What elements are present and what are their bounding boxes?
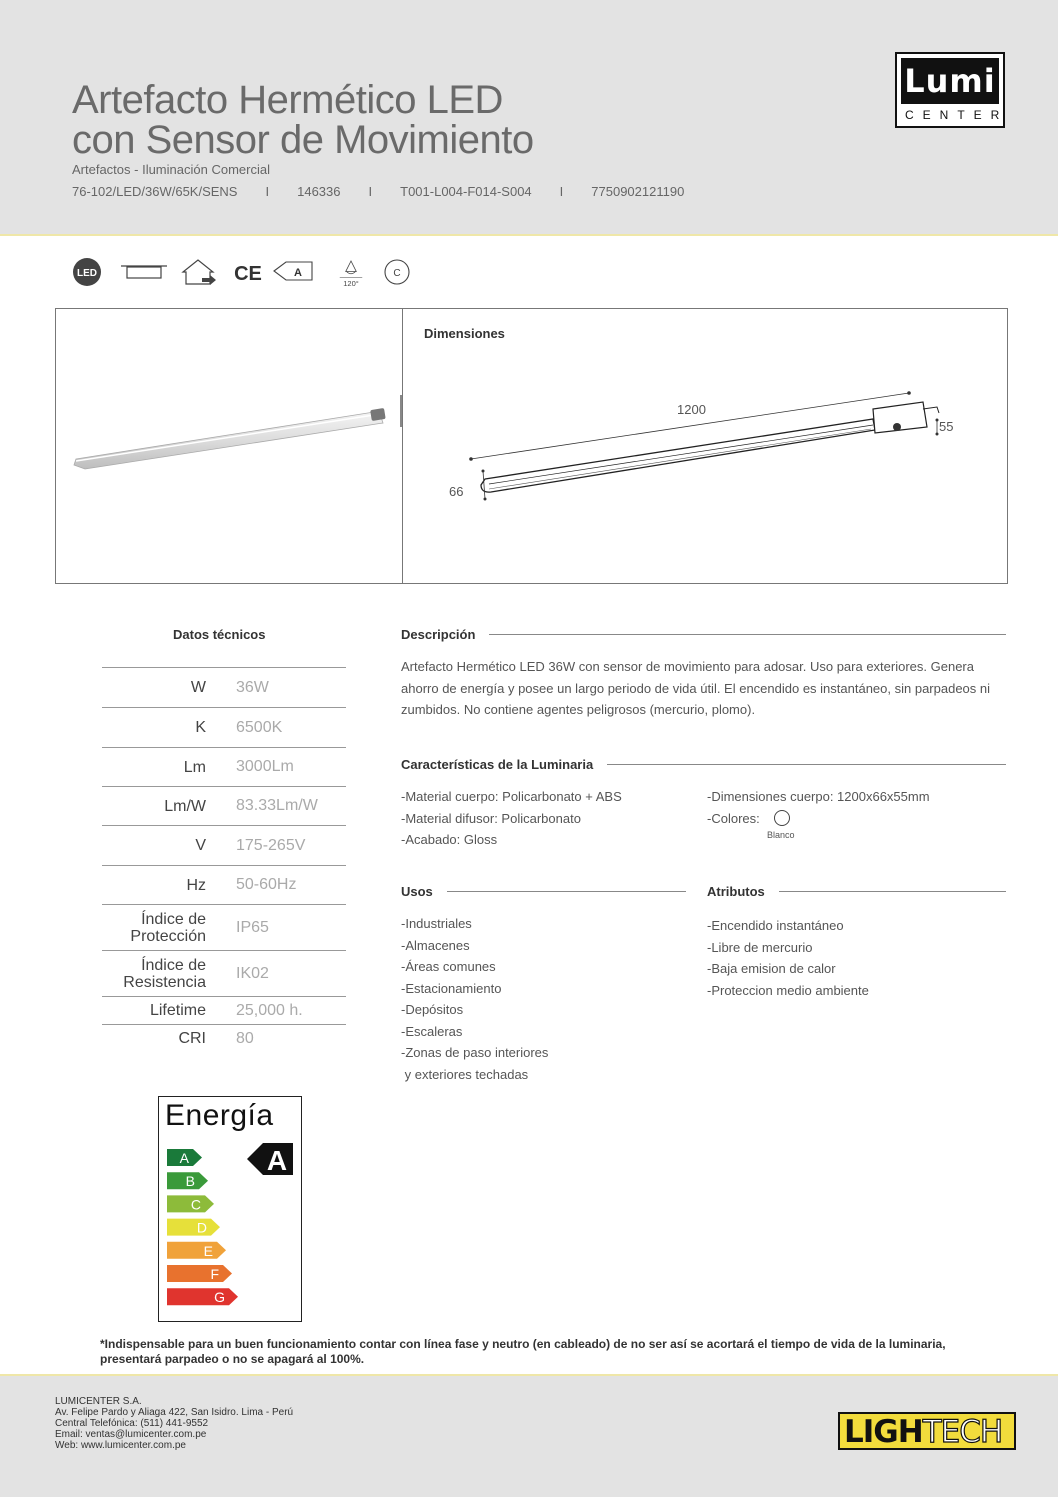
surface-mount-icon <box>119 258 169 288</box>
characteristics-right <box>707 786 930 829</box>
energy-class-letter: D <box>196 1219 207 1236</box>
title-line-1: Artefacto Hermético LED <box>72 78 503 122</box>
list-item: -Áreas comunes <box>401 959 496 974</box>
row-key <box>102 911 206 945</box>
row-key <box>102 957 206 991</box>
barcode-number: 7750902121190 <box>591 184 685 199</box>
list-item: -Estacionamiento <box>401 980 502 996</box>
lightech-wordmark <box>844 1415 1002 1449</box>
energy-class-letter: B <box>185 1173 195 1190</box>
row-key: Lm/W <box>164 797 206 815</box>
table-row <box>102 996 346 1024</box>
row-key: Hz <box>186 876 206 894</box>
row-value: IP65 <box>236 918 269 936</box>
list-item: y exteriores techadas <box>401 1066 529 1082</box>
description-heading <box>401 627 1006 642</box>
section-title: Características de la Luminaria <box>401 757 594 772</box>
energy-label <box>158 1096 302 1322</box>
logo-top-text: Lumi <box>901 58 999 104</box>
brand-part-2: TECH <box>922 1414 1003 1450</box>
indoor-outdoor-icon <box>180 258 220 288</box>
company-phone: Central Telefónica: (511) 441-9552 <box>55 1418 209 1429</box>
row-value: 83.33Lm/W <box>236 797 318 814</box>
list-item: -Material cuerpo: Policarbonato + ABS <box>401 789 622 804</box>
energy-class-letter: A <box>179 1150 189 1166</box>
description-text: Artefacto Hermético LED 36W con sensor de movimiento para adosar. Uso para exteriores. Genera ahorro de energía y posee un largo periodo de vida útil. El encendido es instantáneo, sin parpadeos ni zumbidos. No contiene agentes peligrosos (mercurio, plomo). <box>401 659 991 717</box>
row-key: K <box>195 719 206 736</box>
list-item: -Almacenes <box>401 937 470 953</box>
row-key-line: Protección <box>130 927 206 945</box>
energy-class-letter: E <box>203 1242 213 1259</box>
product-code: 76-102/LED/36W/65K/SENS <box>72 184 238 199</box>
header <box>0 0 1058 236</box>
product-image-box <box>55 308 1008 584</box>
section-rule <box>607 764 1006 765</box>
company-street: Av. Felipe Pardo y Aliaga 422, San Isidro. Lima - Perú <box>55 1407 294 1418</box>
feature-icons <box>72 258 472 298</box>
company-web: Web: www.lumicenter.com.pe <box>55 1440 186 1451</box>
list-item: -Material difusor: Policarbonato <box>401 810 581 826</box>
class-c-icon <box>384 258 412 288</box>
table-row <box>102 707 346 747</box>
energy-class-letter: F <box>210 1266 219 1282</box>
tech-data-table <box>102 667 346 1052</box>
row-value: 36W <box>236 678 269 696</box>
list-item: -Colores: <box>707 810 760 826</box>
beam-angle-label: 120° <box>343 278 359 288</box>
row-key: Lifetime <box>149 1002 206 1019</box>
energy-class-arrow-f <box>167 1265 232 1282</box>
class-c-label: C <box>393 268 401 279</box>
row-key-line: Índice de <box>141 956 206 974</box>
list-item: -Encendido instantáneo <box>707 918 844 933</box>
category-label: Artefactos - Iluminación Comercial <box>72 162 270 177</box>
color-name: Blanco <box>767 830 795 840</box>
attributes-heading <box>707 884 1006 899</box>
ce-mark-icon <box>234 258 264 288</box>
dimension-height: 55 <box>939 419 954 434</box>
section-title: Descripción <box>401 627 476 642</box>
row-value: 25,000 h. <box>236 1001 303 1019</box>
row-key: W <box>190 679 206 696</box>
dimensions-title: Dimensiones <box>424 326 505 341</box>
energy-class-letter: C <box>190 1196 201 1213</box>
energy-title: Energía <box>165 1099 274 1132</box>
row-value: IK02 <box>236 964 269 982</box>
company-address <box>55 1396 293 1451</box>
product-photo <box>56 309 402 583</box>
characteristics-left <box>401 786 622 851</box>
row-value: 50-60Hz <box>236 876 297 893</box>
table-row <box>102 1024 346 1052</box>
row-value: 80 <box>236 1029 254 1047</box>
internal-code: T001-L004-F014-S004 <box>400 184 532 199</box>
code-separator: I <box>559 184 564 199</box>
color-swatch-white <box>774 810 790 826</box>
company-email: Email: ventas@lumicenter.com.pe <box>55 1429 207 1440</box>
list-item: -Escaleras <box>401 1023 463 1039</box>
dimension-width: 66 <box>449 484 464 499</box>
energy-class-arrow-d <box>167 1219 220 1236</box>
row-key: Lm <box>183 758 206 776</box>
table-row <box>102 865 346 904</box>
list-item: -Baja emision de calor <box>707 961 836 976</box>
energy-class-arrow-e <box>167 1242 226 1259</box>
uses-heading <box>401 884 686 899</box>
section-title: Atributos <box>707 884 765 899</box>
table-row <box>102 786 346 825</box>
ce-label: CE <box>234 263 262 285</box>
energy-scale <box>159 1097 303 1323</box>
row-key: CRI <box>178 1030 206 1047</box>
code-separator: I <box>368 184 373 199</box>
list-item: -Industriales <box>401 916 472 931</box>
table-row <box>102 950 346 996</box>
energy-class-arrow-g <box>167 1288 238 1305</box>
list-item: -Depósitos <box>401 1002 464 1017</box>
table-row <box>102 747 346 786</box>
section-rule <box>779 891 1006 892</box>
code-separator: I <box>265 184 270 199</box>
section-rule <box>447 891 686 892</box>
table-row <box>102 825 346 865</box>
list-item: -Dimensiones cuerpo: 1200x66x55mm <box>707 789 930 804</box>
lightech-logo <box>838 1412 1016 1450</box>
dimension-drawing <box>403 309 1007 583</box>
attributes-list <box>707 915 869 1001</box>
list-item: -Zonas de paso interiores <box>401 1045 549 1060</box>
list-item: -Proteccion medio ambiente <box>707 982 869 998</box>
row-key-line: Resistencia <box>123 973 206 991</box>
product-codes <box>72 184 684 199</box>
logo-bottom-text: CENTER <box>905 108 1009 122</box>
led-icon <box>72 258 104 288</box>
characteristics-heading <box>401 757 1006 772</box>
item-number: 146336 <box>297 184 341 199</box>
table-row <box>102 904 346 950</box>
row-key: V <box>195 837 206 854</box>
row-value: 6500K <box>236 718 283 736</box>
energy-class-icon <box>272 258 314 288</box>
brand-part-1: LIGH <box>844 1414 923 1450</box>
beam-angle-icon <box>334 258 368 288</box>
led-label: LED <box>77 268 97 279</box>
lumicenter-logo <box>895 52 1009 128</box>
row-value: 3000Lm <box>236 758 294 775</box>
title-line-2: con Sensor de Movimiento <box>72 118 534 162</box>
energy-class-label: A <box>294 267 302 279</box>
section-title: Usos <box>401 884 433 899</box>
energy-class-letter: G <box>214 1289 225 1306</box>
row-key-line: Índice de <box>141 910 206 928</box>
list-item: -Acabado: Gloss <box>401 832 498 847</box>
uses-list <box>401 913 548 1085</box>
row-value: 175-265V <box>236 836 306 854</box>
page-title <box>72 80 534 160</box>
list-item: -Libre de mercurio <box>707 939 813 955</box>
table-row <box>102 667 346 707</box>
company-name: LUMICENTER S.A. <box>55 1396 142 1407</box>
tech-data-title: Datos técnicos <box>173 627 266 642</box>
section-rule <box>489 634 1006 635</box>
energy-rating-letter: A <box>266 1145 288 1176</box>
installation-note: *Indispensable para un buen funcionamiento contar con línea fase y neutro (en cableado) de no ser así se acortará el tiempo de vida de la luminaria, presentará parpadeo o no se apagará al 100%. <box>100 1337 946 1366</box>
dimension-length: 1200 <box>677 402 706 417</box>
